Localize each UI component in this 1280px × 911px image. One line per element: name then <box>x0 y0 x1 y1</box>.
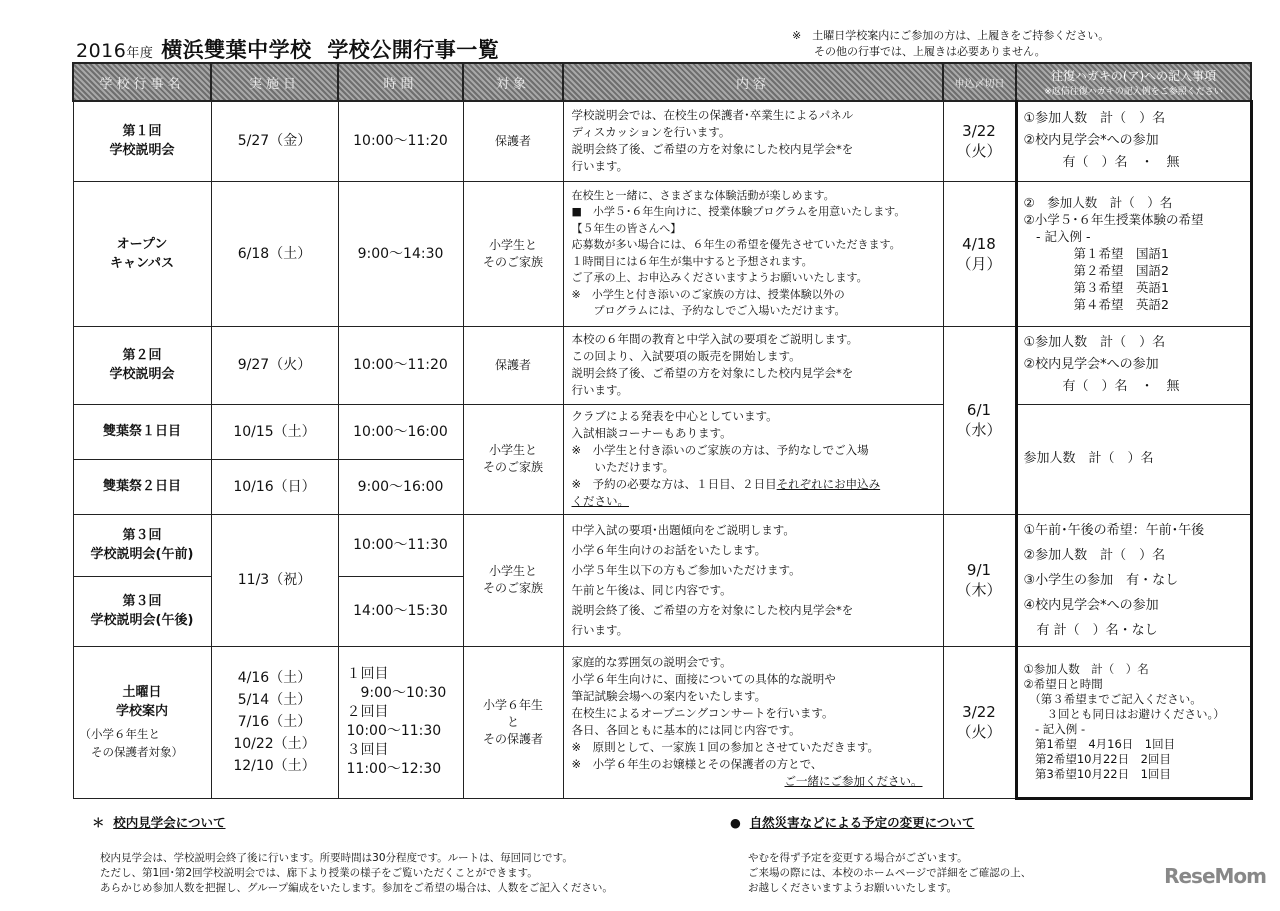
event-date: 10/15（土） <box>211 404 338 459</box>
col-date: 実施日 <box>211 63 338 101</box>
event-date: 11/3（祝） <box>211 514 338 646</box>
notes-subtitle: ※返信往復ハガキの記入例をご参照ください <box>1044 87 1223 97</box>
event-target: 小学生と そのご家族 <box>463 181 563 326</box>
col-deadline: 申込〆切日 <box>943 63 1016 101</box>
event-content: 中学入試の要項･出題傾向をご説明します。 小学６年生向けのお話をいたします。 小学５年生以下の方もご参加いただけます。 午前と午後は、同じ内容です。 説明会終了後、ご希望の方を対象にした校内見学会*を 行います。 <box>563 514 943 646</box>
event-date: 5/27（金） <box>211 101 338 181</box>
year-suffix: 年度 <box>126 46 154 61</box>
asterisk-mark: ＊ <box>92 815 105 830</box>
event-target: 保護者 <box>463 326 563 404</box>
event-content: 在校生と一緒に、さまざまな体験活動が楽しめます。 ■ 小学５･６年生向けに、授業体験プログラムを用意いたします。 【５年生の皆さんへ】 応募数が多い場合には、６年生の希望を優先させていただきます。 １時間目には６年生が集中すると予想されます。 ご了承の上、お申込みくださいますようお願いいたします。 ※ 小学生と付き添いのご家族の方は、授業体験以外の プログラムには、予約なしでご入場いただけます。 <box>563 181 943 326</box>
event-notes: ①参加人数 計（ ）名 ②希望日と時間 （第３希望までご記入ください。 ３回とも同日はお避けください。） - 記入例 - 第1希望 4月16日 1回目 第2希望10月22日 2回目 第3希望10月22日 1回目 <box>1016 646 1251 798</box>
content-underlined: それぞれにお申込み ください。 <box>571 477 881 508</box>
footer-right-title: 自然災害などによる予定の変更について <box>749 815 975 830</box>
event-time: 14:00～15:30 <box>338 576 463 646</box>
notes-title: 往復ハガキの(ア)への記入事項 <box>1050 69 1217 83</box>
event-time: 9:00～16:00 <box>338 459 463 514</box>
footer-right-heading <box>730 815 1031 830</box>
event-notes: ①午前･午後の希望：午前･午後 ②参加人数 計（ ）名 ③小学生の参加 有・なし ④校内見学会*への参加 有 計（ ）名・なし <box>1016 514 1251 646</box>
event-notes: ①参加人数 計（ ）名 ②校内見学会*への参加 有（ ）名 ・ 無 <box>1016 101 1251 181</box>
table-row <box>73 101 1251 181</box>
footer-left <box>92 800 613 911</box>
event-deadline: 3/22 （火） <box>943 101 1016 181</box>
event-deadline: 4/18 （月） <box>943 181 1016 326</box>
event-notes: 参加人数 計（ ）名 <box>1016 404 1251 514</box>
table-row <box>73 181 1251 326</box>
event-name-main: 土曜日 学校案内 <box>115 685 168 719</box>
event-target: 保護者 <box>463 101 563 181</box>
top-note: ※ 土曜日学校案内にご参加の方は、上履きをご持参ください。 その他の行事では、上履きは必要ありません。 <box>792 29 1110 58</box>
event-time: １回目 9:00～10:30 ２回目 10:00～11:30 ３回目 11:00～12:30 <box>338 646 463 798</box>
col-content: 内容 <box>563 63 943 101</box>
table-row <box>73 646 1251 798</box>
event-name: 第３回 学校説明会(午後) <box>73 576 211 646</box>
page-title <box>76 34 499 64</box>
event-time: 9:00～14:30 <box>338 181 463 326</box>
event-content <box>563 646 943 798</box>
event-target: 小学生と そのご家族 <box>463 404 563 514</box>
event-name <box>73 646 211 798</box>
event-date: 9/27（火） <box>211 326 338 404</box>
event-time: 10:00～16:00 <box>338 404 463 459</box>
event-target: 小学生と そのご家族 <box>463 514 563 646</box>
event-date: 6/18（土） <box>211 181 338 326</box>
event-date: 4/16（土） 5/14（土） 7/16（土） 10/22（土） 12/10（土） <box>211 646 338 798</box>
content-text: クラブによる発表を中心としています。 入試相談コーナーもあります。 ※ 小学生と付き添いのご家族の方は、予約なしでご入場 いただけます。 ※ 予約の必要な方は、１日目、２日目 <box>571 409 869 491</box>
col-target: 対象 <box>463 63 563 101</box>
content-text: 家庭的な雰囲気の説明会です。 小学６年生向けに、面接についての具体的な説明や 筆記試験会場への案内をいたします。 在校生によるオープニングコンサートを行います。 各日、各回ともに基本的には同じ内容です。 ※ 原則として、一家族１回の参加とさせていただきます。 ※ 小学６年生のお嬢様とその保護者の方とで、 <box>571 655 879 771</box>
event-notes: ①参加人数 計（ ）名 ②校内見学会*への参加 有（ ）名 ・ 無 <box>1016 326 1251 404</box>
footer-right <box>730 800 1031 911</box>
footer-left-heading <box>92 815 613 830</box>
event-time: 10:00～11:20 <box>338 101 463 181</box>
event-deadline: 6/1 （水） <box>943 326 1016 514</box>
event-name-sub: （小学６年生と その保護者対象） <box>79 727 183 759</box>
footer-left-title: 校内見学会について <box>113 815 226 830</box>
content-underlined: ご一緒にご参加ください。 <box>784 774 923 788</box>
event-date: 10/16（日） <box>211 459 338 514</box>
year: 2016 <box>76 40 127 62</box>
event-name: 第１回 学校説明会 <box>73 101 211 181</box>
event-content: 本校の６年間の教育と中学入試の要項をご説明します。 この回より、入試要項の販売を開始します。 説明会終了後、ご希望の方を対象にした校内見学会*を 行います。 <box>563 326 943 404</box>
table-row <box>73 514 1251 576</box>
event-name: オープン キャンパス <box>73 181 211 326</box>
event-deadline: 9/1 （木） <box>943 514 1016 646</box>
bullet-icon: ● <box>730 815 741 830</box>
col-time: 時間 <box>338 63 463 101</box>
table-row <box>73 326 1251 404</box>
document-title: 学校公開行事一覧 <box>327 38 500 62</box>
events-table <box>72 62 1253 800</box>
event-target: 小学６年生 と その保護者 <box>463 646 563 798</box>
event-name: 雙葉祭２日目 <box>73 459 211 514</box>
header-row <box>73 63 1251 101</box>
col-name: 学校行事名 <box>73 63 211 101</box>
footer-left-text: 校内見学会は、学校説明会終了後に行います。所要時間は30分程度です。ルートは、毎回同じです。 ただし、第1回･第2回学校説明会では、廊下より授業の様子をご覧いただくことができます。 あらかじめ参加人数を把握し、グループ編成をいたします。参加をご希望の場合は、人数をご記入ください。 <box>100 852 613 894</box>
event-deadline: 3/22 （火） <box>943 646 1016 798</box>
table-row <box>73 404 1251 459</box>
col-notes <box>1016 63 1251 101</box>
school-name: 横浜雙葉中学校 <box>161 38 312 62</box>
watermark-logo: ReseMom <box>1164 864 1266 888</box>
event-content <box>563 404 943 514</box>
event-notes: ② 参加人数 計（ ）名 ②小学５･６年生授業体験の希望 - 記入例 - 第１希望 国語1 第２希望 国語2 第３希望 英語1 第４希望 英語2 <box>1016 181 1251 326</box>
footer-right-text: やむを得ず予定を変更する場合がございます。 ご来場の際には、本校のホームページで詳細をご確認の上、 お越しくださいますようお願いいたします。 <box>748 852 1032 894</box>
event-time: 10:00～11:30 <box>338 514 463 576</box>
event-name: 第３回 学校説明会(午前) <box>73 514 211 576</box>
event-content: 学校説明会では、在校生の保護者･卒業生によるパネル ディスカッションを行います。 説明会終了後、ご希望の方を対象にした校内見学会*を 行います。 <box>563 101 943 181</box>
event-name: 第２回 学校説明会 <box>73 326 211 404</box>
event-name: 雙葉祭１日目 <box>73 404 211 459</box>
event-time: 10:00～11:20 <box>338 326 463 404</box>
